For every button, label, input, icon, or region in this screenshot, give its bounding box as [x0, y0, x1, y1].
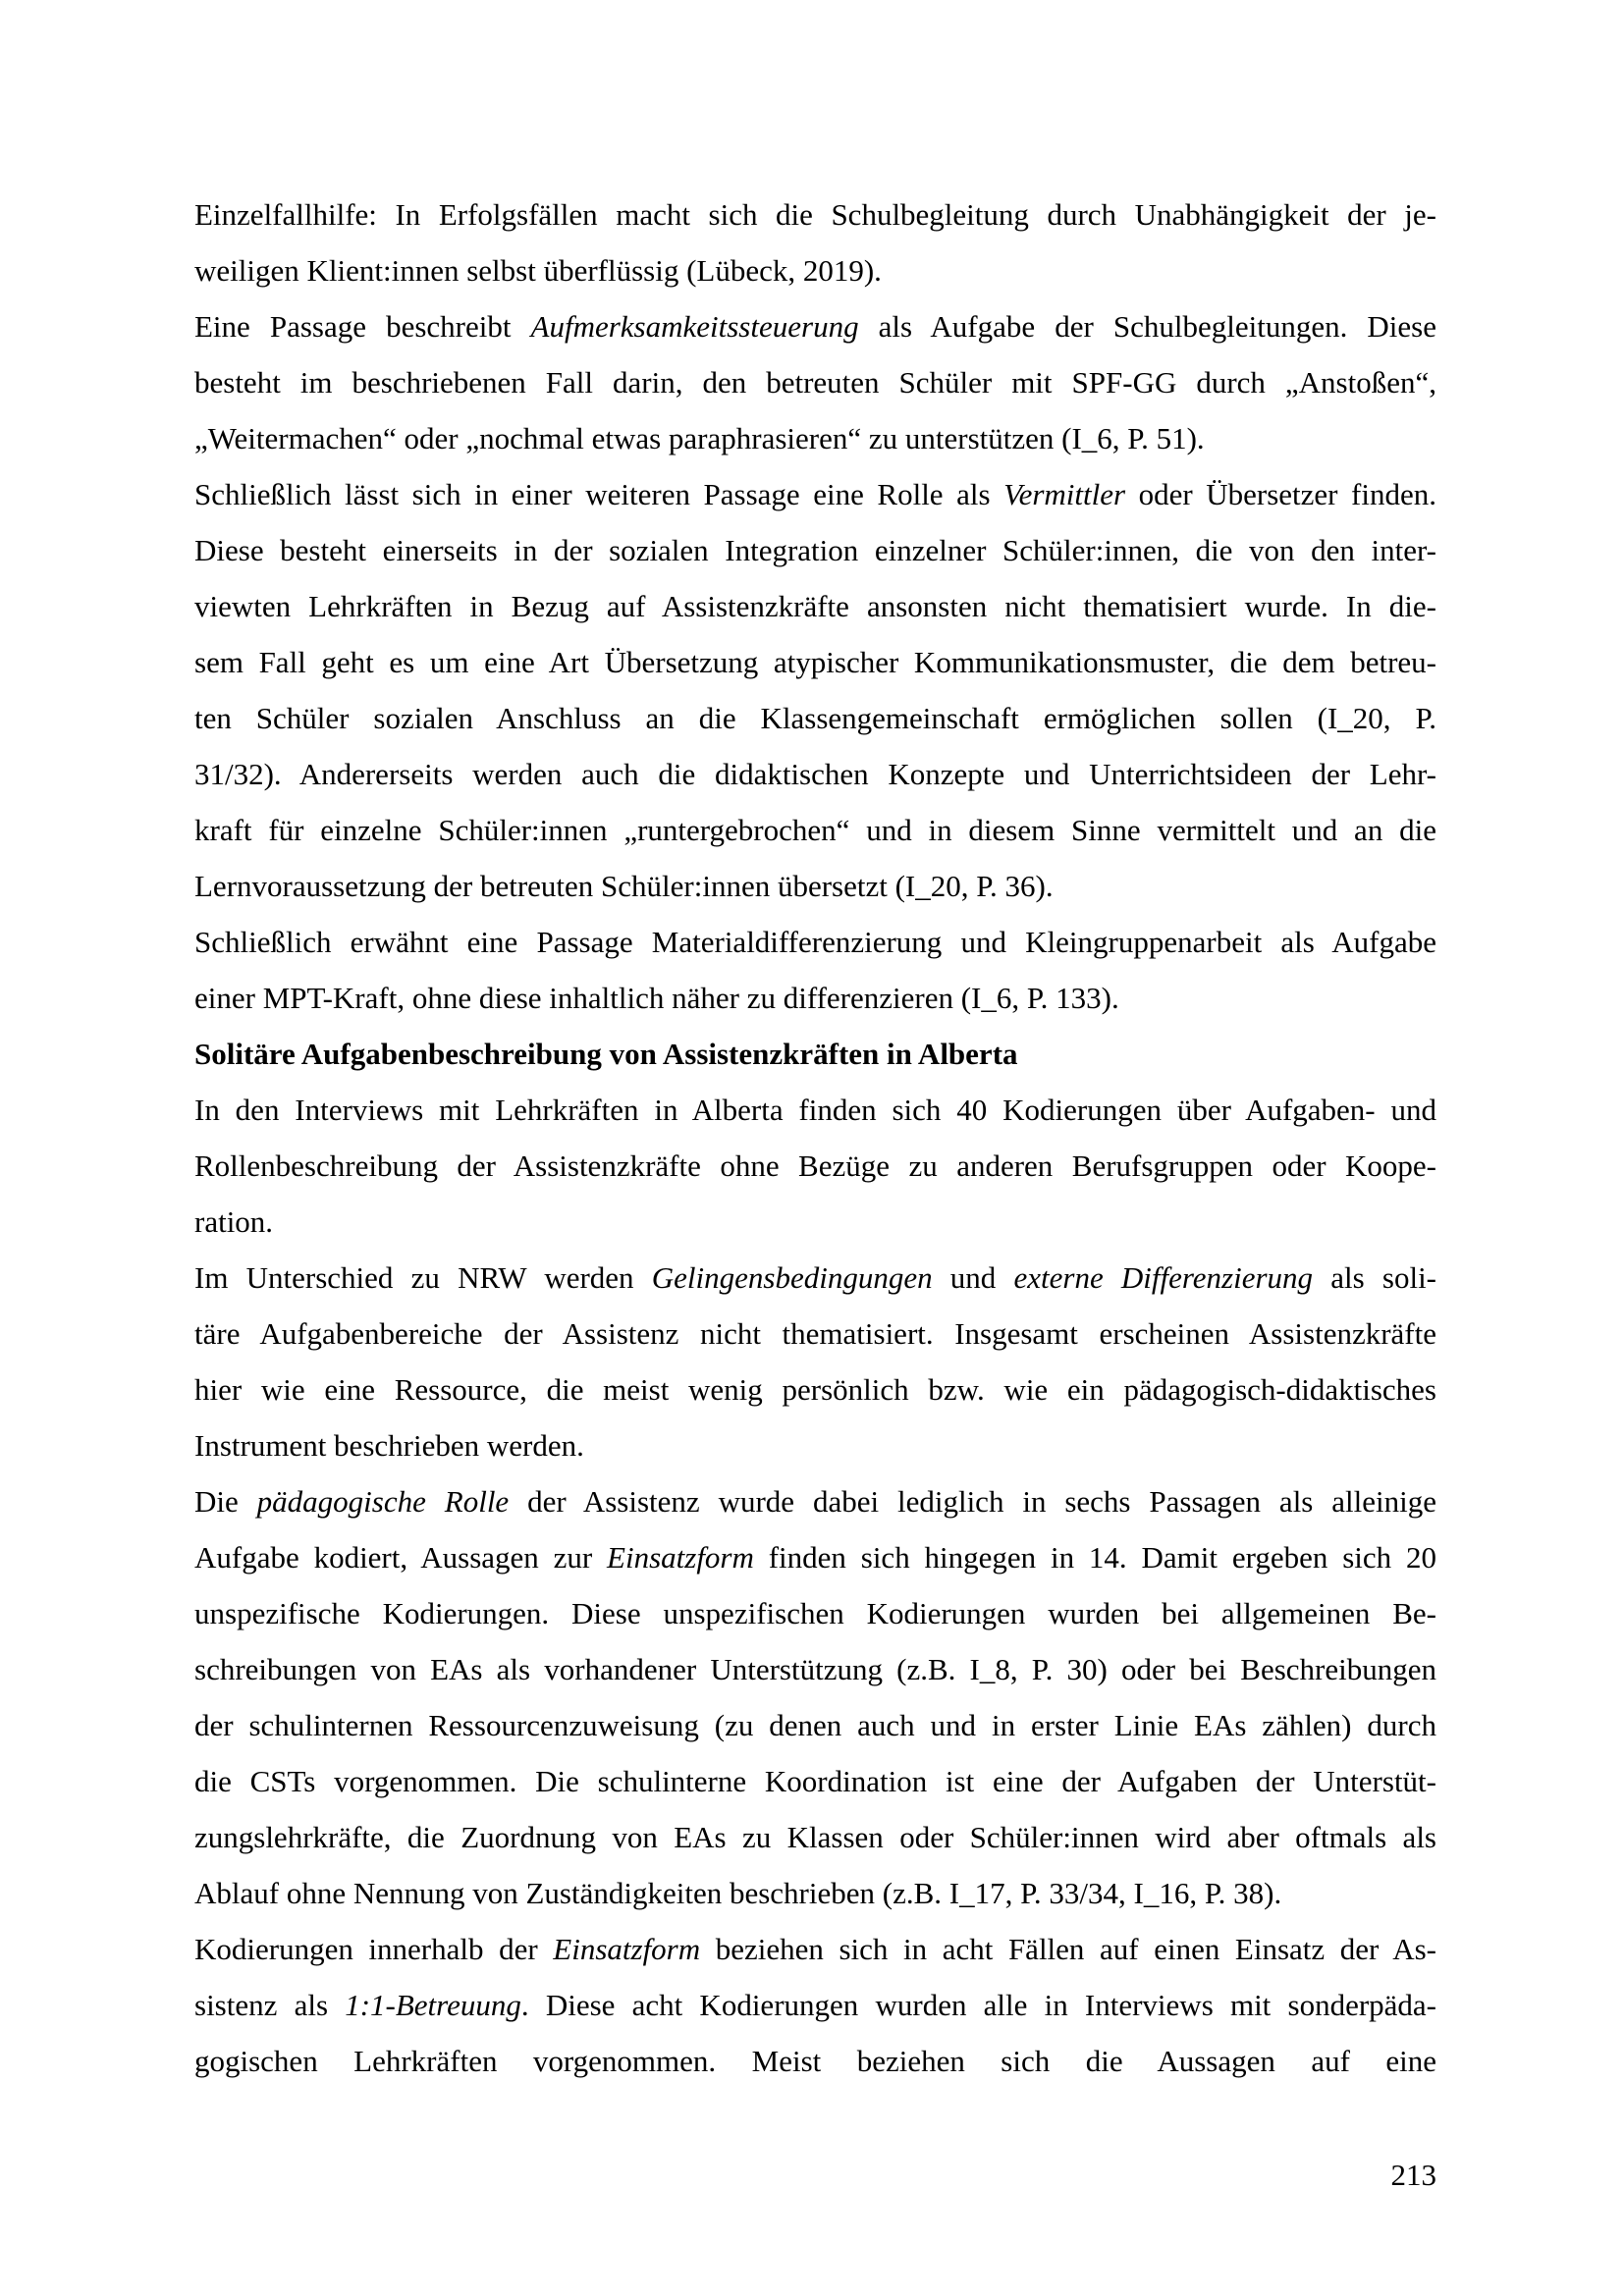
text-line [194, 1753, 1436, 1809]
text-run: Diese besteht einerseits in der sozialen Integration einzelner Schüler:innen, die von den inter- [194, 533, 1436, 567]
text-line [194, 1697, 1436, 1753]
text-line [194, 1250, 1436, 1306]
text-run: Aufgabe kodiert, Aussagen zur [194, 1540, 608, 1575]
text-line [194, 1138, 1436, 1194]
text-run: Schließlich lässt sich in einer weiteren Passage eine Rolle als [194, 477, 1004, 511]
text-line [194, 690, 1436, 746]
paragraph-p5 [194, 1082, 1436, 1250]
text-run: Schließlich erwähnt eine Passage Materialdifferenzierung und Kleingruppenarbeit als Aufgabe [194, 925, 1436, 959]
text-line [194, 354, 1436, 410]
text-run: besteht im beschriebenen Fall darin, den betreuten Schüler mit SPF-GG durch „Anstoßen“, [194, 365, 1436, 400]
italic-term: Gelingensbedingungen [651, 1260, 933, 1295]
text-run: täre Aufgabenbereiche der Assistenz nicht thematisiert. Insgesamt erscheinen Assistenzkräfte [194, 1316, 1436, 1351]
text-line [194, 1306, 1436, 1362]
text-run: finden sich hingegen in 14. Damit ergeben sich 20 [753, 1540, 1436, 1575]
text-line [194, 1362, 1436, 1417]
text-run: der Assistenz wurde dabei lediglich in sechs Passagen als alleinige [509, 1484, 1436, 1519]
text-run: Die [194, 1484, 257, 1519]
paragraph-p2 [194, 298, 1436, 466]
italic-term: 1:1-Betreuung [345, 1988, 521, 2022]
text-line [194, 187, 1436, 242]
text-run: Ablauf ohne Nennung von Zuständigkeiten beschrieben (z.B. I_17, P. 33/34, I_16, P. 38). [194, 1876, 1282, 1910]
text-run: sem Fall geht es um eine Art Übersetzung atypischer Kommunikationsmuster, die dem betreu- [194, 645, 1436, 679]
text-run: viewten Lehrkräften in Bezug auf Assistenzkräfte ansonsten nicht thematisiert wurde. In die- [194, 589, 1436, 623]
text-run: zungslehrkräfte, die Zuordnung von EAs zu Klassen oder Schüler:innen wird aber oftmals als [194, 1820, 1436, 1854]
text-run: ten Schüler sozialen Anschluss an die Klassengemeinschaft ermöglichen sollen (I_20, P. [194, 701, 1436, 735]
paragraph-p6 [194, 1250, 1436, 1473]
text-line [194, 1641, 1436, 1697]
italic-term: externe Differenzierung [1013, 1260, 1314, 1295]
text-line [194, 1585, 1436, 1641]
text-line [194, 1473, 1436, 1529]
text-line [194, 746, 1436, 802]
italic-term: Vermittler [1003, 477, 1126, 511]
text-line [194, 522, 1436, 578]
text-run: In den Interviews mit Lehrkräften in Alberta finden sich 40 Kodierungen über Aufgaben- und [194, 1093, 1436, 1127]
text-run: Lernvoraussetzung der betreuten Schüler:innen übersetzt (I_20, P. 36). [194, 869, 1054, 903]
text-line [194, 578, 1436, 634]
italic-term: Einsatzform [607, 1540, 754, 1575]
text-run: einer MPT-Kraft, ohne diese inhaltlich näher zu differenzieren (I_6, P. 133). [194, 981, 1119, 1015]
text-line [194, 1082, 1436, 1138]
text-line [194, 858, 1436, 914]
text-run: oder Übersetzer finden. [1125, 477, 1436, 511]
text-line [194, 914, 1436, 970]
text-run: unspezifische Kodierungen. Diese unspezifischen Kodierungen wurden bei allgemeinen Be- [194, 1596, 1436, 1630]
text-line [194, 242, 1436, 298]
section-heading: Solitäre Aufgabenbeschreibung von Assistenzkräften in Alberta [194, 1037, 1018, 1071]
text-run: schreibungen von EAs als vorhandener Unterstützung (z.B. I_8, P. 30) oder bei Beschreibungen [194, 1652, 1436, 1686]
text-run: Einzelfallhilfe: In Erfolgsfällen macht sich die Schulbegleitung durch Unabhängigkeit der je- [194, 197, 1436, 232]
text-run: als soli- [1313, 1260, 1437, 1295]
text-run: und [932, 1260, 1014, 1295]
text-run: kraft für einzelne Schüler:innen „runtergebrochen“ und in diesem Sinne vermittelt und an die [194, 813, 1436, 847]
text-run: Rollenbeschreibung der Assistenzkräfte ohne Bezüge zu anderen Berufsgruppen oder Koope- [194, 1148, 1436, 1183]
paragraph-p7 [194, 1473, 1436, 1921]
text-run: Instrument beschrieben werden. [194, 1428, 584, 1463]
paragraph-p4 [194, 914, 1436, 1026]
text-line [194, 1194, 1436, 1250]
text-line [194, 1921, 1436, 1977]
text-run: gogischen Lehrkräften vorgenommen. Meist beziehen sich die Aussagen auf eine [194, 2044, 1436, 2078]
text-run: 31/32). Andererseits werden auch die didaktischen Konzepte und Unterrichtsideen der Lehr- [194, 757, 1436, 791]
text-run: hier wie eine Ressource, die meist wenig persönlich bzw. wie ein pädagogisch-didaktisches [194, 1372, 1436, 1407]
italic-term: Einsatzform [553, 1932, 701, 1966]
italic-term: pädagogische Rolle [256, 1484, 510, 1519]
text-line [194, 634, 1436, 690]
text-line [194, 1417, 1436, 1473]
text-run: Im Unterschied zu NRW werden [194, 1260, 652, 1295]
text-run: als Aufgabe der Schulbegleitungen. Diese [858, 309, 1436, 344]
text-line [194, 466, 1436, 522]
text-line [194, 1865, 1436, 1921]
text-run: beziehen sich in acht Fällen auf einen Einsatz der As- [700, 1932, 1436, 1966]
text-run: sistenz als [194, 1988, 346, 2022]
text-line [194, 1977, 1436, 2033]
text-run: weiligen Klient:innen selbst überflüssig (Lübeck, 2019). [194, 253, 882, 288]
text-run: Kodierungen innerhalb der [194, 1932, 554, 1966]
text-line [194, 410, 1436, 466]
text-run: Eine Passage beschreibt [194, 309, 531, 344]
text-line [194, 2033, 1436, 2089]
text-line [194, 802, 1436, 858]
text-run: „Weitermachen“ oder „nochmal etwas paraphrasieren“ zu unterstützen (I_6, P. 51). [194, 421, 1205, 455]
paragraph-p3 [194, 466, 1436, 914]
text-line [194, 298, 1436, 354]
paragraph-p8 [194, 1921, 1436, 2089]
page-number: 213 [1390, 2158, 1436, 2192]
text-line [194, 1529, 1436, 1585]
text-run: ration. [194, 1204, 274, 1239]
text-run: . Diese acht Kodierungen wurden alle in Interviews mit sonderpäda- [520, 1988, 1436, 2022]
paragraph-p1 [194, 187, 1436, 298]
text-run: die CSTs vorgenommen. Die schulinterne Koordination ist eine der Aufgaben der Unterstüt- [194, 1764, 1436, 1798]
text-line [194, 970, 1436, 1026]
page-body [194, 187, 1436, 2089]
text-run: der schulinternen Ressourcenzuweisung (zu denen auch und in erster Linie EAs zählen) durch [194, 1708, 1436, 1742]
text-line [194, 1809, 1436, 1865]
italic-term: Aufmerksamkeitssteuerung [530, 309, 859, 344]
